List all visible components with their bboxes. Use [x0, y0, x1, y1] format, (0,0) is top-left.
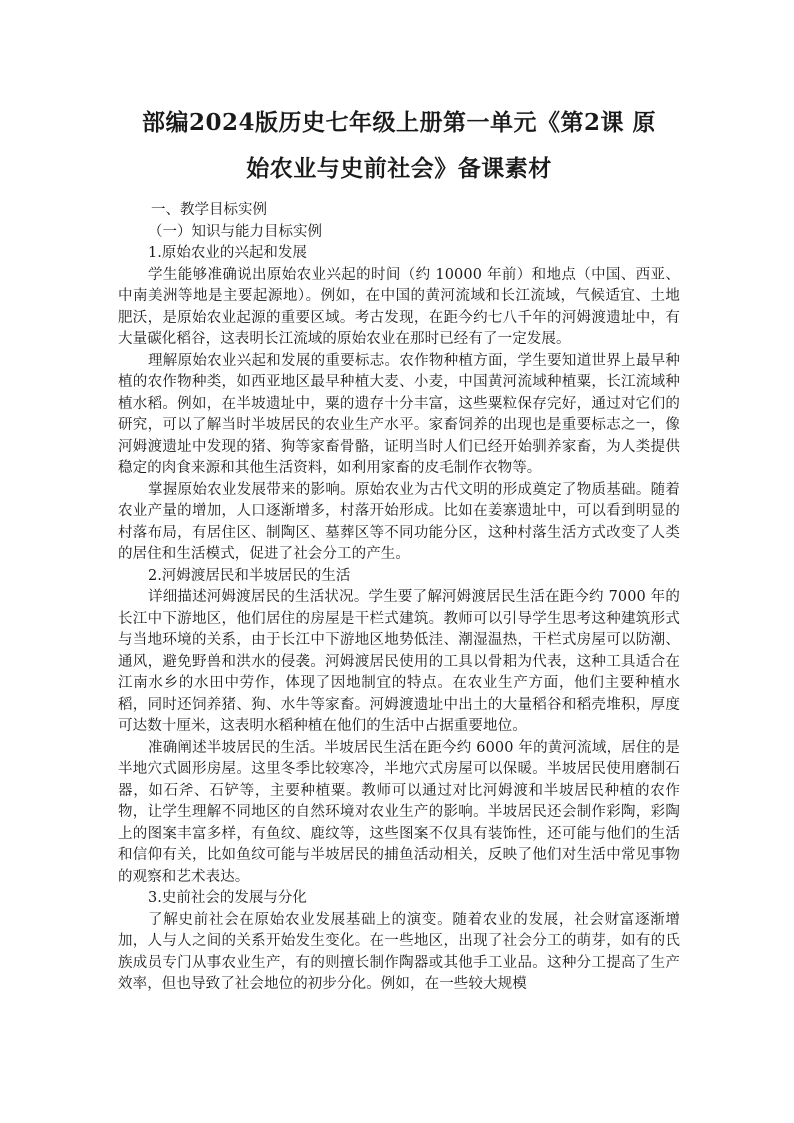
paragraph-society-evolution: 了解史前社会在原始农业发展基础上的演变。随着农业的发展，社会财富逐渐增加，人与人之间的关系开始发生变化。在一些地区，出现了社会分工的萌芽，如有的氏族成员专门从事农业生产，有的则擅长制作陶器或其他手工业品。这种分工提高了生产效率，但也导致了社会地位的初步分化。例如，在一些较大规模	[118, 911, 680, 992]
subsection-heading-knowledge: （一）知识与能力目标实例	[148, 223, 322, 240]
title-line-2: 始农业与史前社会》备课素材	[246, 155, 552, 182]
title-line-1: 部编2024版历史七年级上册第一单元《第2课 原	[141, 109, 657, 136]
paragraph-agriculture-impact: 掌握原始农业发展带来的影响。原始农业为古代文明的形成奠定了物质基础。随着农业产量的增加，人口逐渐增多，村落开始形成。比如在姜寨遗址中，可以看到明显的村落布局，有居住区、制陶区、墓葬区等不同功能分区，这种村落生活方式改变了人类的居住和生活模式，促进了社会分工的产生。	[118, 481, 680, 562]
heading-hemudu-banpo: 2.河姆渡居民和半坡居民的生活	[148, 567, 351, 584]
document-title	[118, 100, 680, 192]
document-page	[118, 100, 680, 996]
heading-prehistoric-society: 3.史前社会的发展与分化	[148, 890, 307, 906]
paragraph-agriculture-markers: 理解原始农业兴起和发展的重要标志。农作物种植方面，学生要知道世界上最早种植的农作物种类，如西亚地区最早种植大麦、小麦，中国黄河流域种植粟，长江流域种植水稻。例如，在半坡遗址中，粟的遗存十分丰富，这些粟粒保存完好，通过对它们的研究，可以了解当时半坡居民的农业生产水平。家畜饲养的出现也是重要标志之一，像河姆渡遗址中发现的猪、狗等家畜骨骼，证明当时人们已经开始驯养家畜，为人类提供稳定的肉食来源和其他生活资料，如利用家畜的皮毛制作衣物等。	[118, 352, 680, 476]
heading-agriculture-origin: 1.原始农业的兴起和发展	[148, 245, 307, 261]
paragraph-banpo-life: 准确阐述半坡居民的生活。半坡居民生活在距今约 6000 年的黄河流域，居住的是半地穴式圆形房屋。这里冬季比较寒冷，半地穴式房屋可以保暖。半坡居民使用磨制石器，如石斧、石铲等，主要种植粟。教师可以通过对比河姆渡和半坡居民种植的农作物，让学生理解不同地区的自然环境对农业生产的影响。半坡居民还会制作彩陶，彩陶上的图案丰富多样，有鱼纹、鹿纹等，这些图案不仅具有装饰性，还可能与他们的生活和信仰有关，比如鱼纹可能与半坡居民的捕鱼活动相关，反映了他们对生活中常见事物的观察和艺术表达。	[118, 739, 680, 885]
paragraph-hemudu-life: 详细描述河姆渡居民的生活状况。学生要了解河姆渡居民生活在距今约 7000 年的长江中下游地区，他们居住的房屋是干栏式建筑。教师可以引导学生思考这种建筑形式与当地环境的关系，由于长江中下游地区地势低洼、潮湿温热，干栏式房屋可以防潮、通风，避免野兽和洪水的侵袭。河姆渡居民使用的工具以骨耜为代表，这种工具适合在江南水乡的水田中劳作，体现了因地制宜的特点。在农业生产方面，他们主要种植水稻，同时还饲养猪、狗、水牛等家畜。河姆渡遗址中出土的大量稻谷和稻壳堆积，厚度可达数十厘米，这表明水稻种植在他们的生活中占据重要地位。	[118, 589, 680, 734]
section-heading-objectives: 一、教学目标实例	[151, 202, 267, 218]
paragraph-agriculture-time-place: 学生能够准确说出原始农业兴起的时间（约 10000 年前）和地点（中国、西亚、中南美洲等地是主要起源地）。例如，在中国的黄河流域和长江流域，气候适宜、土地肥沃，是原始农业起源的重要区域。考古发现，在距今约七八千年的河姆渡遗址中，有大量碳化稻谷，这表明长江流域的原始农业在那时已经有了一定发展。	[118, 266, 680, 347]
